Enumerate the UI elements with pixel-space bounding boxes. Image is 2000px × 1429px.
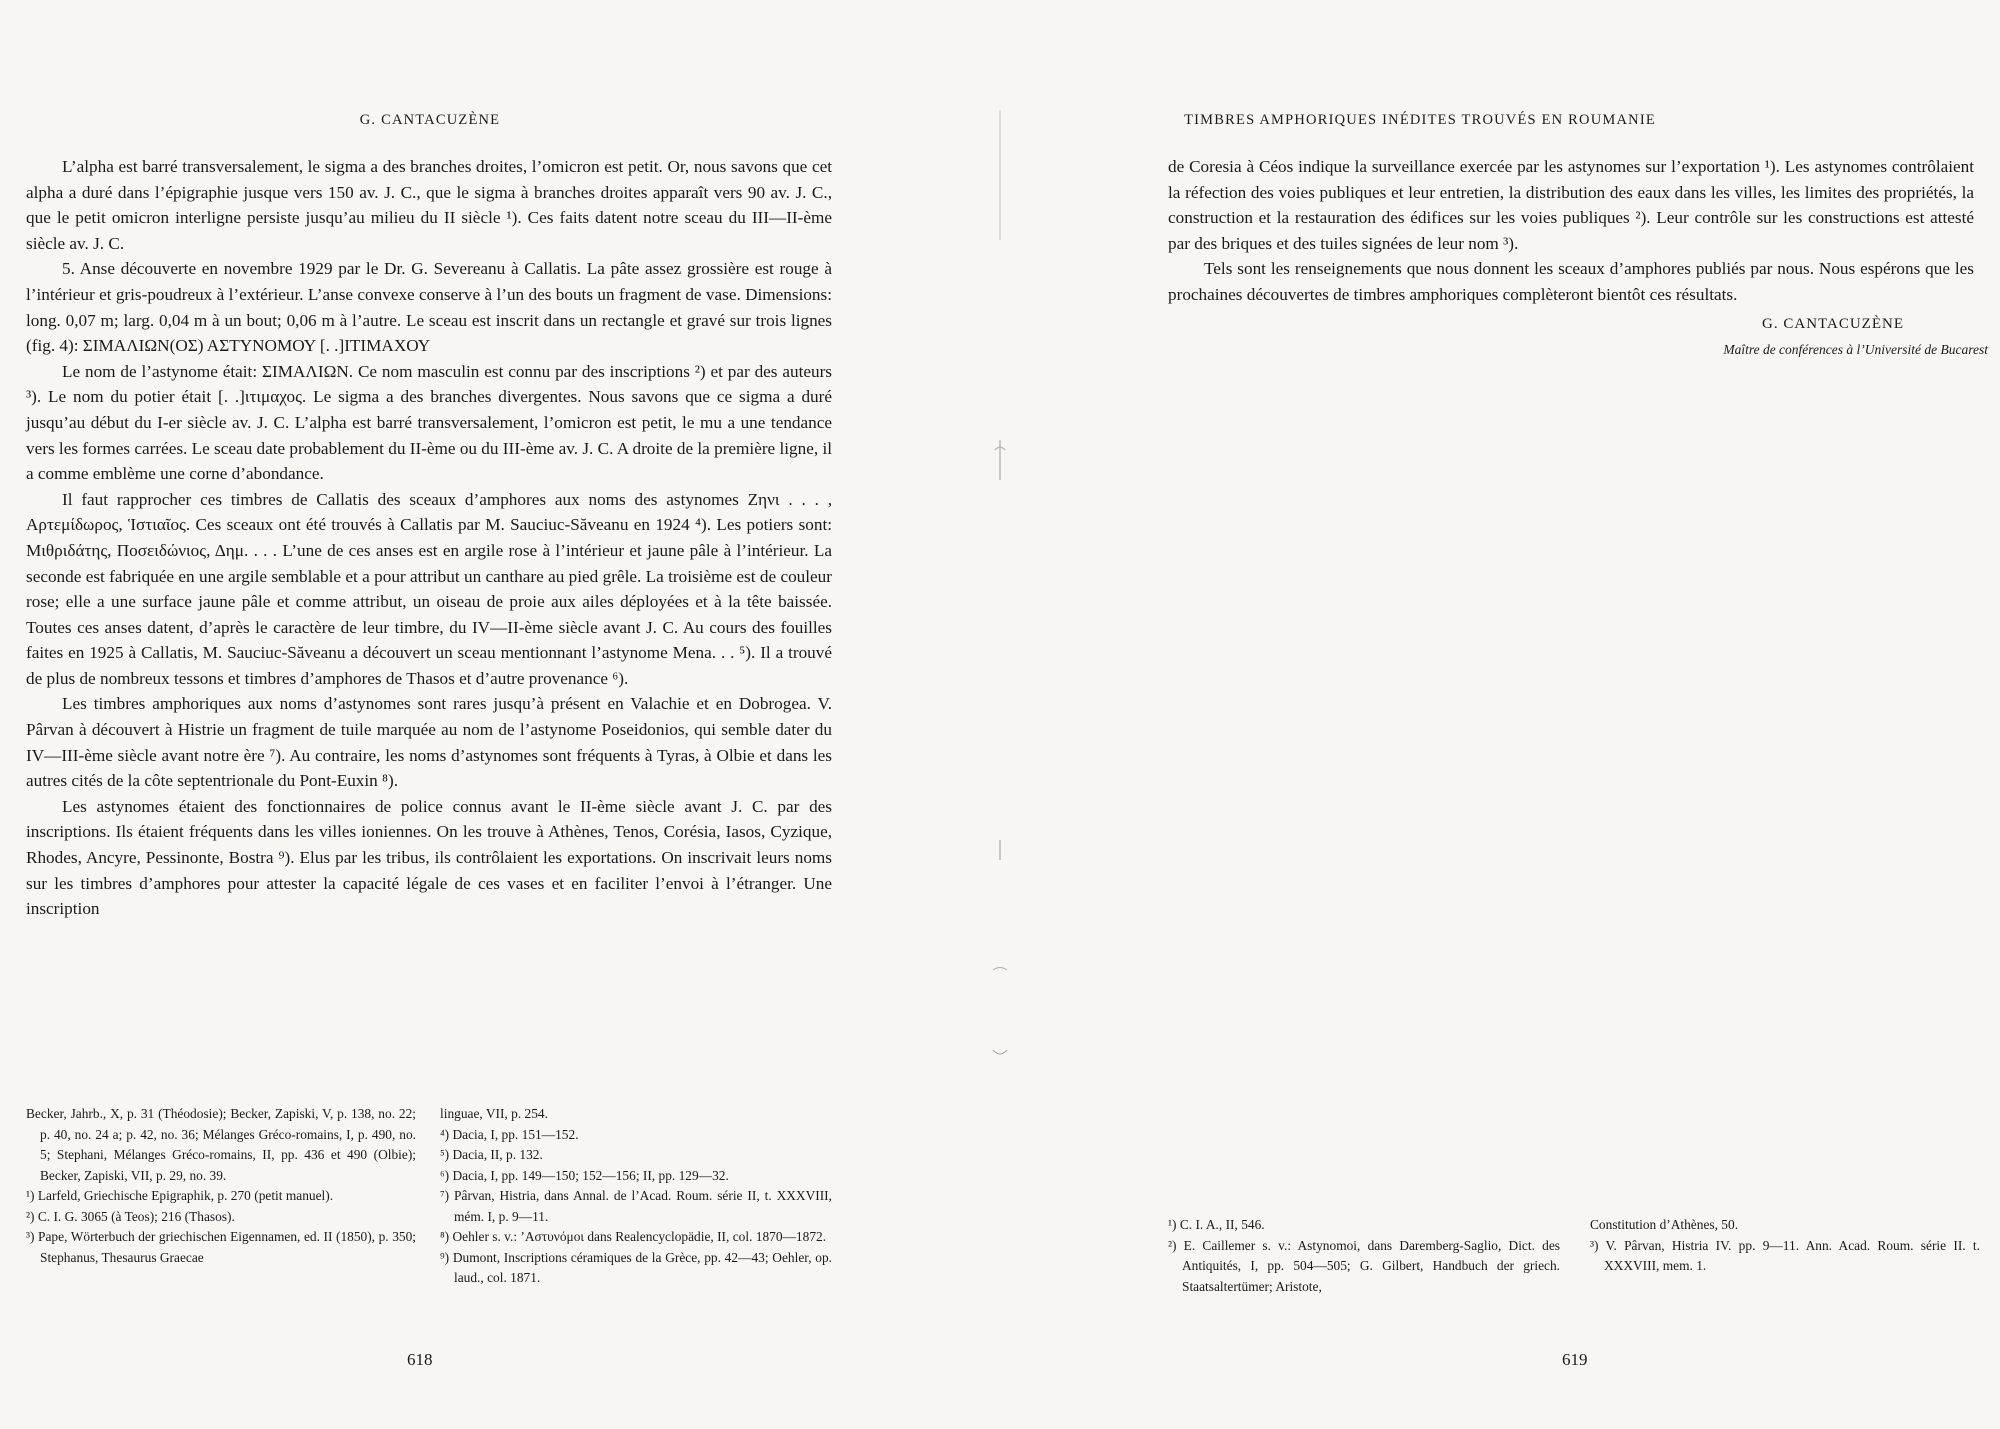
paragraph: de Coresia à Céos indique la surveillance exercée par les astynomes sur l’exportation ¹). Les astynomes contrôlaient la réfection des voies publiques et leur entretien, la distribution des eaux dans les villes, les limites des propriétés, la construction et la restauration des édifices sur les voies publiques ²). Leur contrôle sur les constructions est attesté par des briques et des tuiles signées de leur nom ³). <box>1168 157 1974 253</box>
footnotes-column-2 <box>1590 1215 1980 1277</box>
signature-title: Maître de conférences à l’Université de Bucarest <box>1723 342 1988 358</box>
paragraph: L’alpha est barré transversalement, le sigma a des branches droites, l’omicron est petit. Or, nous savons que cet alpha a duré dans l’épigraphie jusque vers 150 av. J. C., que le sigma à branches droites apparaît vers 90 av. J. C., que le petit omicron interligne persiste jusqu’au milieu du II siècle ¹). Ces faits datent notre sceau du III—II-ème siècle av. J. C. <box>26 157 832 253</box>
footnote: ²) C. I. G. 3065 (à Teos); 216 (Thasos). <box>26 1208 235 1224</box>
footnotes-column-1 <box>1168 1215 1560 1297</box>
footnotes-column-1 <box>26 1104 416 1268</box>
footnote: ¹) C. I. A., II, 546. <box>1168 1217 1265 1232</box>
footnote: ⁶) Dacia, I, pp. 149—150; 152—156; II, pp. 129—32. <box>440 1167 729 1183</box>
running-head: TIMBRES AMPHORIQUES INÉDITES TROUVÉS EN ROUMANIE <box>1184 112 1656 128</box>
footnote: ³) Pape, Wörterbuch der griechischen Eigennamen, ed. II (1850), p. 350; Stephanus, Thesaurus Graecae <box>26 1229 416 1265</box>
paragraph: Tels sont les renseignements que nous donnent les sceaux d’amphores publiés par nous. Nous espérons que les prochaines découvertes de timbres amphoriques complèteront bientôt ces résultats. <box>1168 259 1974 304</box>
footnote: ⁸) Oehler s. v.: ’Αστυνόμοι dans Realencyclopädie, II, col. 1870—1872. <box>440 1229 827 1244</box>
footnote: ⁵) Dacia, II, p. 132. <box>440 1147 543 1162</box>
page-number: 618 <box>407 1350 433 1369</box>
footnote: ²) E. Caillemer s. v.: Astynomoi, dans Daremberg-Saglio, Dict. des Antiquités, I, pp. 504—505; G. Gilbert, Handbuch der griech. Staatsaltertümer; Aristote, <box>1168 1237 1560 1294</box>
footnote: Becker, Jahrb., X, p. 31 (Théodosie); Becker, Zapiski, V, p. 138, no. 22; p. 40, no. 24 a; p. 42, no. 36; Mélanges Gréco-romains, I, p. 490, no. 5; Stephani, Mélanges Gréco-romains, II, pp. 436 et 490 (Olbie); Becker, Zapiski, VII, p. 29, no. 39. <box>26 1106 416 1183</box>
footnote: linguae, VII, p. 254. <box>440 1106 548 1121</box>
footnote: ³) V. Pârvan, Histria IV. pp. 9—11. Ann. Acad. Roum. série II. t. XXXVIII, mem. 1. <box>1590 1237 1980 1273</box>
footnote: Constitution d’Athènes, 50. <box>1590 1217 1739 1232</box>
paragraph: 5. Anse découverte en novembre 1929 par le Dr. G. Severeanu à Callatis. La pâte assez grossière est rouge à l’intérieur et gris-poudreux à l’extérieur. L’anse convexe conserve à l’un des bouts un fragment de vase. Dimensions: long. 0,07 m; larg. 0,04 m à un bout; 0,06 m à l’autre. Le sceau est inscrit dans un rectangle et gravé sur trois lignes (fig. 4): ΣΙΜΑΛΙΩΝ(ΟΣ) ΑΣΤΥΝΟΜΟΥ [. .]ΙΤΙΜΑΧΟΥ <box>26 259 832 356</box>
right-page <box>1000 0 2000 1429</box>
paragraph: Il faut rapprocher ces timbres de Callatis des sceaux d’amphores aux noms des astynomes Ζηνι . . . , Αρτεμίδωρος, Ἱστιαῖος. Ces sceaux ont été trouvés à Callatis par M. Sauciuc-Săveanu en 1924 ⁴). Les potiers sont: Μιθριδάτης, Ποσειδώνιος, Δημ. . . . L’une de ces anses est en argile rose à l’intérieur et jaune pâle à l’intérieur. La seconde est fabriquée en une argile semblable et a pour attribut un canthare au pied grêle. La troisième est de couleur rose; elle a une surface jaune pâle et comme attribut, un oiseau de proie aux ailes déployées et à la tête baissée. Toutes ces anses datent, d’après le caractère de leur timbre, du IV—II-ème siècle avant J. C. Au cours des fouilles faites en 1925 à Callatis, M. Sauciuc-Săveanu a découvert un sceau mentionnant l’astynome Mena. . . ⁵). Il a trouvé de plus de nombreux tessons et timbres d’amphores de Thasos et d’autre provenance ⁶). <box>26 489 832 688</box>
main-text <box>1168 154 1988 363</box>
footnote: ⁷) Pârvan, Histria, dans Annal. de l’Acad. Roum. série II, t. XXXVIII, mém. I, p. 9—11. <box>440 1188 832 1224</box>
paragraph: Le nom de l’astynome était: ΣΙΜΑΛΙΩΝ. Ce nom masculin est connu par des inscriptions ²) et par des auteurs ³). Le nom du potier était [. .]ιτιμαχος. Le sigma a des branches divergentes. Nous savons que ce sigma a duré jusqu’au début du I-er siècle av. J. C. L’alpha est barré transversalement, l’omicron est petit, le mu a une tendance vers les formes carrées. Le sceau date probablement du II-ème ou du III-ème av. J. C. A droite de la première ligne, il a comme emblème une corne d’abondance. <box>26 361 832 484</box>
running-head: G. CANTACUZÈNE <box>359 112 501 128</box>
signature-name: G. CANTACUZÈNE <box>1762 315 1904 332</box>
footnote: ¹) Larfeld, Griechische Epigraphik, p. 270 (petit manuel). <box>26 1188 334 1203</box>
paragraph: Les astynomes étaient des fonctionnaires de police connus avant le II-ème siècle avant J. C. par des inscriptions. Ils étaient fréquents dans les villes ioniennes. On les trouve à Athènes, Tenos, Corésia, Iasos, Cyzique, Rhodes, Ancyre, Pessinonte, Bostra ⁹). Elus par les tribus, ils contrôlaient les exportations. On inscrivait leurs noms sur les timbres d’amphores pour attester la capacité légale de ces vases et en faciliter l’envoi à l’étranger. Une inscription <box>26 796 832 919</box>
footnotes-column-2 <box>440 1104 832 1289</box>
footnote: ⁹) Dumont, Inscriptions céramiques de la Grèce, pp. 42—43; Oehler, op. laud., col. 1871. <box>440 1249 832 1285</box>
paragraph: Les timbres amphoriques aux noms d’astynomes sont rares jusqu’à présent en Valachie et en Dobrogea. V. Pârvan à découvert à Histrie un fragment de tuile marquée au nom de l’astynome Poseidonios, qui semble dater du IV—III-ème siècle avant notre ère ⁷). Au contraire, les noms d’astynomes sont fréquents à Tyras, à Olbie et dans les autres cités de la côte septentrionale du Pont-Euxin ⁸). <box>26 694 832 791</box>
main-text <box>26 154 832 922</box>
page-number: 619 <box>1562 1350 1588 1369</box>
author-signature <box>1168 312 1988 363</box>
footnote: ⁴) Dacia, I, pp. 151—152. <box>440 1126 579 1142</box>
